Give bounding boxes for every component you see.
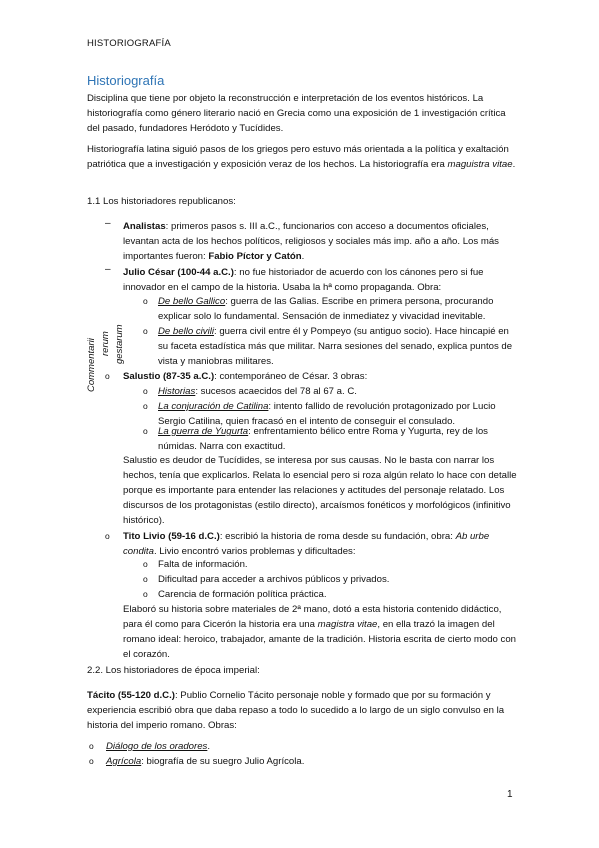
intro-paragraph-1: Disciplina que tiene por objeto la reconstrucción e interpretación de los eventos históricos. La historiografía como género literario nació en Grecia como una exposición de 1 investigación crítica del pasado, fundadores Heródoto y Tucídides. — [87, 93, 506, 134]
side-label-rerum: rerum — [100, 331, 111, 356]
circle-bullet: o — [143, 386, 148, 396]
list-item-analistas: Analistas: primeros pasos s. III a.C., funcionarios con acceso a documentos oficiales, levantan acta de los hechos políticos, religiosos y sociales más imp. año a año. Los más importantes fueron: Fabio Píctor y Catón. — [123, 221, 499, 262]
dash-bullet: – — [105, 264, 111, 275]
circle-bullet: o — [105, 531, 110, 541]
livio-paragraph: Elaboró su historia sobre materiales de 2ª mano, dotó a esta historia contenido didáctico, para él como para Cicerón la historia era una magistra vitae, en ella trazó la imagen del romano ideal: heroico, trabajador, amante de la tradición. Historia escrita de cierto modo con el corazón. — [123, 604, 517, 660]
sublist-item-gallico: De bello Gallico: guerra de las Galias. Escribe en primera persona, procurando explicar solo lo fundamental. Sensación de inmediatez y vivacidad inevitable. — [158, 296, 494, 322]
page-number: 1 — [507, 789, 513, 800]
tacito-paragraph: Tácito (55-120 d.C.): Publio Cornelio Tácito personaje noble y formado que por su formación y experiencia escribió obra que daba repaso a todo lo sucedido a lo largo de un siglo convulso en la historia del imperio romano. Obras: — [87, 690, 505, 731]
list-item-salustio: Salustio (87-35 a.C.): contemporáneo de César. 3 obras: — [123, 371, 368, 382]
page-header: HISTORIOGRAFÍA — [87, 38, 171, 49]
side-label-gestarum: gestarum — [114, 324, 125, 364]
circle-bullet: o — [89, 756, 94, 766]
salustio-paragraph: Salustio es deudor de Tucídides, se interesa por sus causas. No le basta con narrar los hechos, tenía que explicarlos. Relata lo esencial pero si roza algún relato lo hace con detalle porque es importante para entender las relaciones y actitudes del personaje relatado. Los discursos de los protagonistas (estilo directo), arcaísmos fonéticos y morfológicos (infinitivo histórico). — [123, 455, 517, 526]
circle-bullet: o — [143, 426, 148, 436]
dash-bullet: – — [105, 218, 111, 229]
circle-bullet: o — [143, 574, 148, 584]
circle-bullet: o — [143, 326, 148, 336]
sublist-item-civili: De bello civili: guerra civil entre él y Pompeyo (su antiguo socio). Hace hincapié en su faceta estadística más que militar. Narra sesiones del senado, explica puntos de vista y maniobras militares. — [158, 326, 513, 367]
intro-paragraph-2: Historiografía latina siguió pasos de los griegos pero estuvo más orientada a la política y exaltación patriótica que a investigación y exposición veraz de los hechos. La historiografía era maguistra vitae. — [87, 144, 516, 170]
sublist-item-livio-1: Falta de información. — [158, 559, 248, 570]
circle-bullet: o — [143, 401, 148, 411]
sublist-item-catilina: La conjuración de Catilina: intento fallido de revolución protagonizado por Lucio Sergio Catilina, quien fracasó en el intento de conseguir el consulado. — [158, 401, 496, 427]
list-item-dialogo: Diálogo de los oradores. — [106, 741, 211, 752]
sublist-item-livio-3: Carencia de formación política práctica. — [158, 589, 327, 600]
list-item-cesar: Julio César (100-44 a.C.): no fue historiador de acuerdo con los cánones pero si fue innovador en el campo de la historia. Usaba la hª como propaganda. Obra: — [123, 267, 484, 293]
section-heading-imperial: 2.2. Los historiadores de época imperial: — [87, 665, 260, 676]
document-title: Historiografía — [87, 73, 165, 88]
circle-bullet: o — [89, 741, 94, 751]
sublist-item-yugurta: La guerra de Yugurta: enfrentamiento bélico entre Roma y Yugurta, rey de los númidas. Narra con exactitud. — [158, 426, 488, 452]
circle-bullet: o — [143, 559, 148, 569]
circle-bullet: o — [143, 589, 148, 599]
list-item-agricola: Agrícola: biografía de su suegro Julio Agrícola. — [106, 756, 305, 767]
section-heading-republicanos: 1.1 Los historiadores republicanos: — [87, 196, 236, 207]
circle-bullet: o — [143, 296, 148, 306]
sublist-item-historias: Historias: sucesos acaecidos del 78 al 67 a. C. — [158, 386, 357, 397]
sublist-item-livio-2: Dificultad para acceder a archivos públicos y privados. — [158, 574, 390, 585]
side-label-commentarii: Commentarii — [86, 338, 97, 392]
list-item-livio: Tito Livio (59-16 d.C.): escribió la historia de roma desde su fundación, obra: Ab urbe condita. Livio encontró varios problemas y dificultades: — [123, 531, 490, 557]
circle-bullet: o — [105, 371, 110, 381]
